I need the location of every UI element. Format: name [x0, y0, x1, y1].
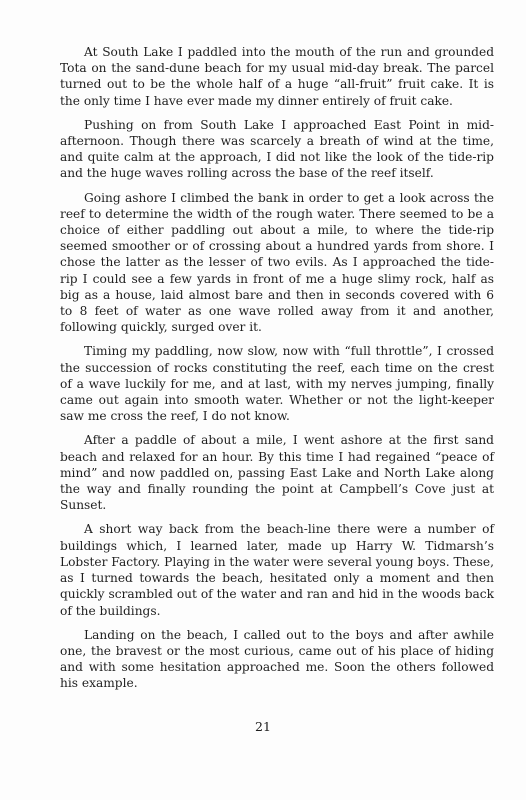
paragraph-4: Timing my paddling, now slow, now with “full throttle”, I crossed the succession of rocks constituting the reef, each time on the crest of a wave luckily for me, and at last, with my nerves jumping, finally came out again into smooth water. Whether or not the light-keeper saw me cross the reef, I do not know.	[60, 344, 494, 424]
paragraph-6: A short way back from the beach-line there were a number of buildings which, I learned later, made up Harry W. Tidmarsh’s Lobster Factory. Playing in the water were several young boys. These, as I turned towards the beach, hesitated only a moment and then quickly scrambled out of the water and ran and hid in the woods back of the buildings.	[60, 522, 494, 618]
paragraph-3: Going ashore I climbed the bank in order to get a look across the reef to determine the width of the rough water. There seemed to be a choice of either paddling out about a mile, to where the tide-rip seemed smoother or of crossing about a hundred yards from shore. I chose the latter as the lesser of two evils. As I approached the tide-rip I could see a few yards in front of me a huge slimy rock, half as big as a house, laid almost bare and then in seconds covered with 6 to 8 feet of water as one wave rolled away from it and another, following quickly, surged over it.	[60, 190, 494, 335]
paragraph-7: Landing on the beach, I called out to the boys and after awhile one, the bravest or the most curious, came out of his place of hiding and with some hesitation approached me. Soon the others followed his example.	[60, 627, 494, 691]
page-number: 21	[255, 719, 271, 734]
paragraph-2: Pushing on from South Lake I approached East Point in mid-afternoon. Though there was scarcely a breath of wind at the time, and quite calm at the approach, I did not like the look of the tide-rip and the huge waves rolling across the base of the reef itself.	[60, 117, 494, 181]
body-text	[60, 44, 494, 700]
paragraph-5: After a paddle of about a mile, I went ashore at the first sand beach and relaxed for an hour. By this time I had regained “peace of mind” and now paddled on, passing East Lake and North Lake along the way and finally rounding the point at Campbell’s Cove just at Sunset.	[60, 433, 494, 513]
paragraph-1: At South Lake I paddled into the mouth of the run and grounded Tota on the sand-dune beach for my usual mid-day break. The parcel turned out to be the whole half of a huge “all-fruit” fruit cake. It is the only time I have ever made my dinner entirely of fruit cake.	[60, 45, 494, 108]
